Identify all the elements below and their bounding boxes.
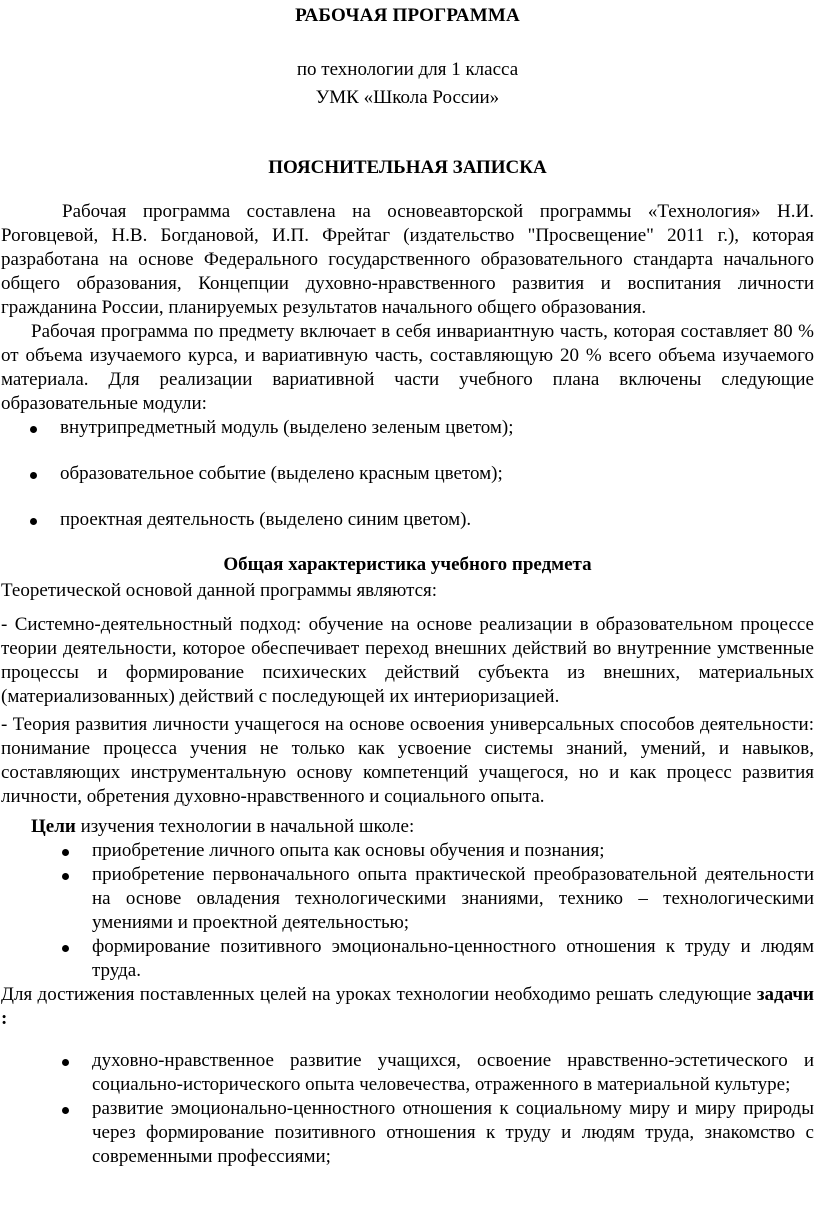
subtitle-subject-class: по технологии для 1 класса [296, 59, 519, 80]
tasks-list [1, 1049, 814, 1169]
goals-list [1, 839, 814, 983]
task-text: духовно-нравственное развитие учащихся, освоение нравственно-эстетического и социально-исторического опыта человечества, отраженного в материальной культуре; [92, 1050, 814, 1095]
task-text: развитие эмоционально-ценностного отношения к социальному миру и миру природы через формирование позитивного отношения к труду и людям труда, знакомство с современными профессиями; [92, 1098, 814, 1167]
paragraph-goals-intro [1, 815, 814, 839]
paragraph-program-structure: Рабочая программа по предмету включает в себя инвариантную часть, которая составляет 80 % от объема изучаемого курса, и вариативную часть, составляющую 20 % всего объема изучаемого материала. Для реализации вариативной части учебного плана включены следующие образовательные модули: [1, 321, 814, 414]
module-text: проектная деятельность (выделено синим цветом). [60, 509, 472, 530]
bullet-icon [30, 518, 37, 525]
module-text: образовательное событие (выделено красным цветом); [60, 463, 503, 484]
section-heading-explanatory-note: ПОЯСНИТЕЛЬНАЯ ЗАПИСКА [268, 157, 547, 178]
list-item-goal [1, 935, 814, 983]
bullet-icon [30, 426, 37, 433]
goals-label: Цели [31, 816, 76, 837]
goals-intro-text: изучения технологии в начальной школе: [75, 816, 415, 837]
list-spacer [1, 440, 814, 462]
list-item-task [1, 1097, 814, 1169]
list-item-goal [1, 839, 814, 863]
bullet-icon [30, 472, 37, 479]
list-item-goal [1, 863, 814, 935]
bullet-icon [62, 1059, 69, 1066]
tasks-intro-text: Для достижения поставленных целей на уроках технологии необходимо решать следующие [1, 984, 757, 1005]
paragraph-personality-theory: - Теория развития личности учащегося на основе освоения универсальных способов деятельности: понимание процесса учения не только как усвоение системы знаний, умений, и навыков, составляющих инструментальную основу компетенций учащегося, но и как процесс развития личности, обретения духовно-нравственного и социального опыта. [1, 714, 814, 807]
list-spacer [1, 486, 814, 508]
paragraph-theory-intro: Теоретической основой данной программы являются: [1, 580, 438, 601]
list-item-task [1, 1049, 814, 1097]
goal-text: приобретение первоначального опыта практической преобразовательной деятельности на основе овладения технологическими знаниями, технико – технологическими умениями и проектной деятельностью; [92, 864, 814, 933]
list-item-module [1, 416, 814, 440]
subtitle-umk: УМК «Школа России» [315, 87, 500, 108]
bullet-icon [62, 1107, 69, 1114]
paragraph-program-basis: Рабочая программа составлена на основеавторской программы «Технология» Н.И. Роговцевой, Н.В. Богдановой, И.П. Фрейтаг (издательство "Просвещение" 2011 г.), которая разработана на основе Федерального государственного образовательного стандарта начального общего образования, Концепции духовно-нравственного развития и воспитания личности гражданина России, планируемых результатов начального общего образования. [1, 201, 814, 318]
document-page [0, 4, 816, 1208]
list-item-module [1, 462, 814, 486]
paragraph-system-activity-approach: - Системно-деятельностный подход: обучение на основе реализации в образовательном процессе теории деятельности, которое обеспечивает переход внешних действий во внутренние умственные процессы и формирование психических действий субъекта из внешних, материальных (материализованных) действий с последующей их интериоризацией. [1, 614, 814, 707]
list-item-module [1, 508, 814, 532]
bullet-icon [62, 945, 69, 952]
tasks-label: задачи : [1, 984, 814, 1029]
bullet-icon [62, 849, 69, 856]
section-heading-subject-characteristics: Общая характеристика учебного предмета [223, 554, 592, 575]
bullet-icon [62, 873, 69, 880]
goal-text: формирование позитивного эмоционально-ценностного отношения к труду и людям труда. [92, 936, 814, 981]
goal-text: приобретение личного опыта как основы обучения и познания; [92, 840, 605, 861]
modules-list [1, 416, 814, 532]
module-text: внутрипредметный модуль (выделено зеленым цветом); [60, 417, 514, 438]
paragraph-tasks-intro [1, 983, 814, 1031]
document-title: РАБОЧАЯ ПРОГРАММА [295, 5, 520, 26]
